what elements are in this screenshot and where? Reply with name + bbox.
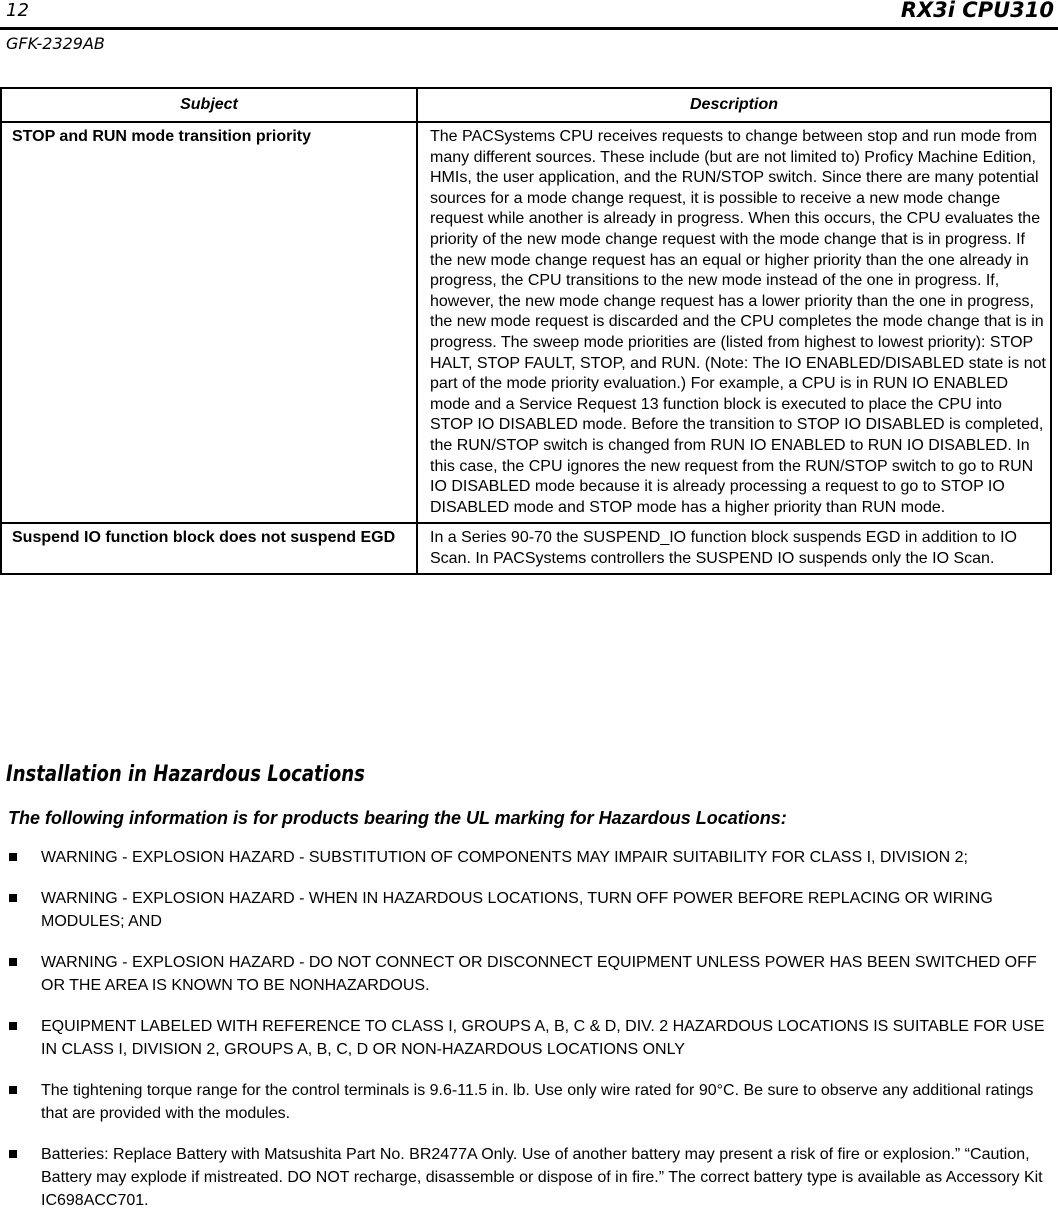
list-item — [0, 951, 1052, 997]
list-item-text: EQUIPMENT LABELED WITH REFERENCE TO CLASS I, GROUPS A, B, C & D, DIV. 2 HAZARDOUS LOCATIONS IS SUITABLE FOR USE IN CLASS I, DIVISION 2, GROUPS A, B, C, D OR NON-HAZARDOUS LOCATIONS ONLY — [41, 1018, 1045, 1058]
hazard-warning-list — [0, 846, 1052, 1230]
description-cell: The PACSystems CPU receives requests to change between stop and run mode from many different sources. These include (but are not limited to) Proficy Machine Edition, HMIs, the user application, and the RUN/STOP switch. Since there are many potential sources for a mode change request, it is possible to receive a new mode change request while another is already in progress. When this occurs, the CPU evaluates the priority of the new mode change request with the mode change that is in progress. If the new mode change request has an equal or higher priority than the one already in progress, the CPU transitions to the new mode instead of the one in progress. If, however, the new mode change request has a lower priority than the one in progress, the new mode request is discarded and the CPU completes the mode change that is in progress. The sweep mode priorities are (listed from highest to lowest priority): STOP HALT, STOP FAULT, STOP, and RUN. (Note: The IO ENABLED/DISABLED state is not part of the mode priority evaluation.) For example, a CPU is in RUN IO ENABLED mode and a Service Request 13 function block is executed to place the CPU into STOP IO DISABLED mode. Before the transition to STOP IO DISABLED is completed, the RUN/STOP switch is changed from RUN IO ENABLED to RUN IO DISABLED. In this case, the CPU ignores the new request from the RUN/STOP switch to go to RUN IO DISABLED mode because it is already processing a request to go to STOP IO DISABLED mode and STOP mode has a higher priority than RUN mode. — [417, 122, 1051, 523]
square-bullet-icon — [9, 894, 17, 902]
subject-cell: Suspend IO function block does not suspend EGD — [1, 523, 417, 574]
list-item-text: WARNING - EXPLOSION HAZARD - SUBSTITUTION OF COMPONENTS MAY IMPAIR SUITABILITY FOR CLASS I, DIVISION 2; — [41, 849, 968, 866]
table-row — [1, 122, 1051, 523]
table-header-row — [1, 88, 1051, 122]
column-header-description: Description — [417, 88, 1051, 122]
square-bullet-icon — [9, 958, 17, 966]
square-bullet-icon — [9, 1086, 17, 1094]
column-header-subject: Subject — [1, 88, 417, 122]
square-bullet-icon — [9, 1022, 17, 1030]
page-number: 12 — [6, 0, 29, 21]
document-number: GFK-2329AB — [6, 34, 105, 53]
table-row — [1, 523, 1051, 574]
list-item — [0, 1079, 1052, 1125]
subject-cell: STOP and RUN mode transition priority — [1, 122, 417, 523]
square-bullet-icon — [9, 853, 17, 861]
section-intro: The following information is for products bearing the UL marking for Hazardous Locations: — [8, 808, 787, 828]
subject-description-table — [0, 87, 1052, 575]
document-title: RX3i CPU310 — [900, 0, 1054, 22]
list-item — [0, 1015, 1052, 1061]
header-rule — [0, 27, 1058, 30]
list-item-text: WARNING - EXPLOSION HAZARD - DO NOT CONNECT OR DISCONNECT EQUIPMENT UNLESS POWER HAS BEEN SWITCHED OFF OR THE AREA IS KNOWN TO BE NONHAZARDOUS. — [41, 954, 1037, 994]
list-item-text: Batteries: Replace Battery with Matsushita Part No. BR2477A Only. Use of another battery may present a risk of fire or explosion.” “Caution, Battery may explode if mistreated. DO NOT recharge, disassemble or dispose of in fire.” The correct battery type is available as Accessory Kit IC698ACC701. — [41, 1146, 1043, 1209]
list-item-text: The tightening torque range for the control terminals is 9.6-11.5 in. lb. Use only wire rated for 90°C. Be sure to observe any additional ratings that are provided with the modules. — [41, 1082, 1034, 1122]
list-item — [0, 1143, 1052, 1212]
list-item-text: WARNING - EXPLOSION HAZARD - WHEN IN HAZARDOUS LOCATIONS, TURN OFF POWER BEFORE REPLACING OR WIRING MODULES; AND — [41, 890, 993, 930]
section-heading: Installation in Hazardous Locations — [6, 762, 365, 787]
list-item — [0, 887, 1052, 933]
list-item — [0, 846, 1052, 869]
square-bullet-icon — [9, 1150, 17, 1158]
description-cell: In a Series 90-70 the SUSPEND_IO function block suspends EGD in addition to IO Scan. In PACSystems controllers the SUSPEND IO suspends only the IO Scan. — [417, 523, 1051, 574]
